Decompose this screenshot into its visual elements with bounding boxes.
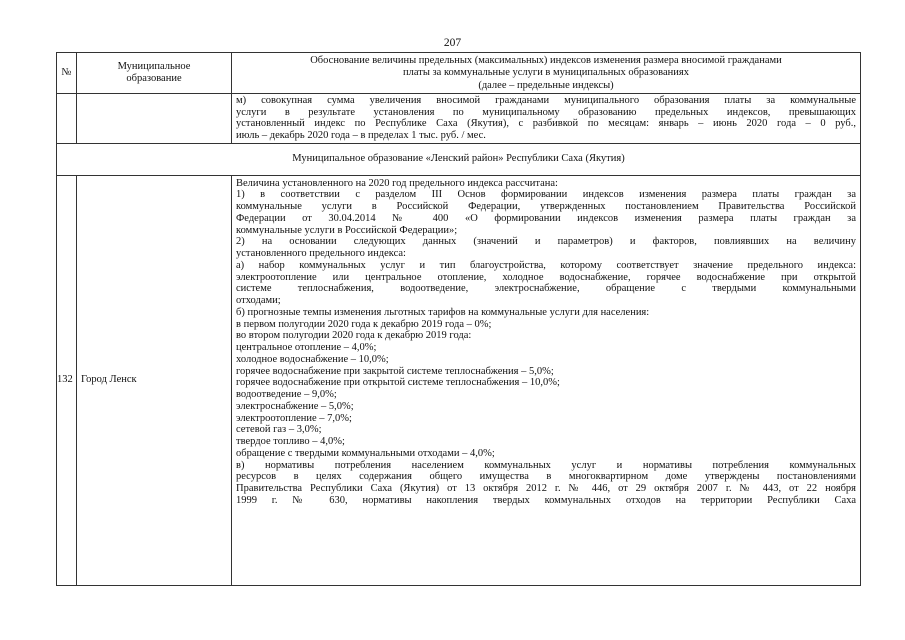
justification-line: 2) на основании следующих данных (значений и параметров) и факторов, повлиявших на величину bbox=[236, 236, 856, 248]
continuation-number-cell bbox=[57, 93, 77, 143]
justification-line: сетевой газ – 3,0%; bbox=[236, 424, 322, 436]
row-municipality: Город Ленск bbox=[77, 175, 232, 585]
justification-line: электроотопление или центральное отопление, холодное водоснабжение, горячее водоснабжение при открытой bbox=[236, 271, 856, 283]
justification-line: 1) в соответствии с разделом III Основ формировании индексов изменения размера платы граждан за bbox=[236, 189, 856, 201]
continuation-text bbox=[232, 93, 861, 143]
justification-line: системе теплоснабжения, водоотведение, электроснабжение, обращение с твердыми коммунальными bbox=[236, 283, 856, 295]
header-justification-line: (далее – предельные индексы) bbox=[478, 79, 614, 91]
justification-line: во втором полугодии 2020 года к декабрю 2019 года: bbox=[236, 330, 472, 342]
justification-line: твердое топливо – 4,0%; bbox=[236, 436, 345, 448]
continuation-line: услуги в результате установления по муниципальному образованию предельных индексов, превышающих bbox=[236, 106, 856, 118]
justification-line: ресурсов в целях содержания общего имущества в многоквартирном доме утверждены постановлениями bbox=[236, 471, 856, 483]
continuation-row bbox=[57, 93, 861, 143]
continuation-municipality-cell bbox=[77, 93, 232, 143]
header-justification-line: Обоснование величины предельных (максимальных) индексов изменения размера вносимой гражданами bbox=[310, 55, 782, 66]
continuation-line: м) совокупная сумма увеличения вносимой гражданами муниципального образования платы за коммунальные bbox=[236, 94, 856, 106]
justification-line: холодное водоснабжение – 10,0%; bbox=[236, 353, 389, 365]
justification-line: горячее водоснабжение при открытой системе теплоснабжения – 10,0%; bbox=[236, 377, 560, 389]
justification-line: центральное отопление – 4,0%; bbox=[236, 342, 377, 354]
row-number: 132 bbox=[57, 175, 77, 585]
justification-line: установленного предельного индекса: bbox=[236, 248, 406, 260]
row-justification bbox=[232, 175, 861, 585]
table-row bbox=[57, 175, 861, 585]
section-title: Муниципальное образование «Ленский район» Республики Саха (Якутия) bbox=[57, 143, 861, 175]
justification-line: обращение с твердыми коммунальными отходами – 4,0%; bbox=[236, 447, 495, 459]
justification-line: коммунальные услуги в Российской Федерации, утвержденных постановлением Правительства Российской bbox=[236, 201, 856, 213]
justification-text bbox=[236, 178, 856, 585]
justification-line: в) нормативы потребления населением коммунальных услуг и нормативы потребления коммунальных bbox=[236, 459, 856, 471]
header-municipality bbox=[77, 53, 232, 94]
page-number: 207 bbox=[443, 37, 462, 49]
header-justification bbox=[232, 53, 861, 94]
table-header-row bbox=[57, 53, 861, 94]
justification-line: отходами; bbox=[236, 295, 281, 307]
justification-line: коммунальные услуги в Российской Федерации»; bbox=[236, 224, 458, 236]
continuation-line: установленный индекс по Республике Саха (Якутия), с разбивкой по месяцам: январь – июнь 2020 года – 0 руб., bbox=[236, 118, 856, 130]
justification-line: Федерации от 30.04.2014 № 400 «О формировании индексов изменения размера платы граждан за bbox=[236, 212, 856, 224]
header-number: № bbox=[57, 53, 77, 94]
header-municipality-text: Муниципальное образование bbox=[117, 61, 191, 84]
justification-line: Величина установленного на 2020 год предельного индекса рассчитана: bbox=[236, 177, 558, 189]
justification-line: электроотопление – 7,0%; bbox=[236, 412, 352, 424]
justification-line: в первом полугодии 2020 года к декабрю 2019 года – 0%; bbox=[236, 318, 492, 330]
header-justification-line: платы за коммунальные услуги в муниципальных образованиях bbox=[403, 67, 689, 79]
continuation-line: июль – декабрь 2020 года – в пределах 1 тыс. руб. / мес. bbox=[236, 130, 486, 141]
justification-line: б) прогнозные темпы изменения льготных тарифов на коммунальные услуги для населения: bbox=[236, 306, 650, 318]
justification-line: 1999 г. № 630, нормативы накопления твердых коммунальных отходов на территории Республики Саха bbox=[236, 494, 856, 506]
justification-line: Правительства Республики Саха (Якутия) от 13 октября 2012 г. № 446, от 29 октября 2007 г. № 443, от 22 ноября bbox=[236, 483, 856, 495]
justification-line: горячее водоснабжение при закрытой системе теплоснабжения – 5,0%; bbox=[236, 365, 554, 377]
section-row bbox=[57, 143, 861, 175]
justification-line: а) набор коммунальных услуг и тип благоустройства, которому соответствует значение предельного индекса: bbox=[236, 259, 856, 271]
indices-table bbox=[56, 52, 861, 586]
justification-line: водоотведение – 9,0%; bbox=[236, 389, 337, 401]
justification-line: электроснабжение – 5,0%; bbox=[236, 400, 354, 412]
